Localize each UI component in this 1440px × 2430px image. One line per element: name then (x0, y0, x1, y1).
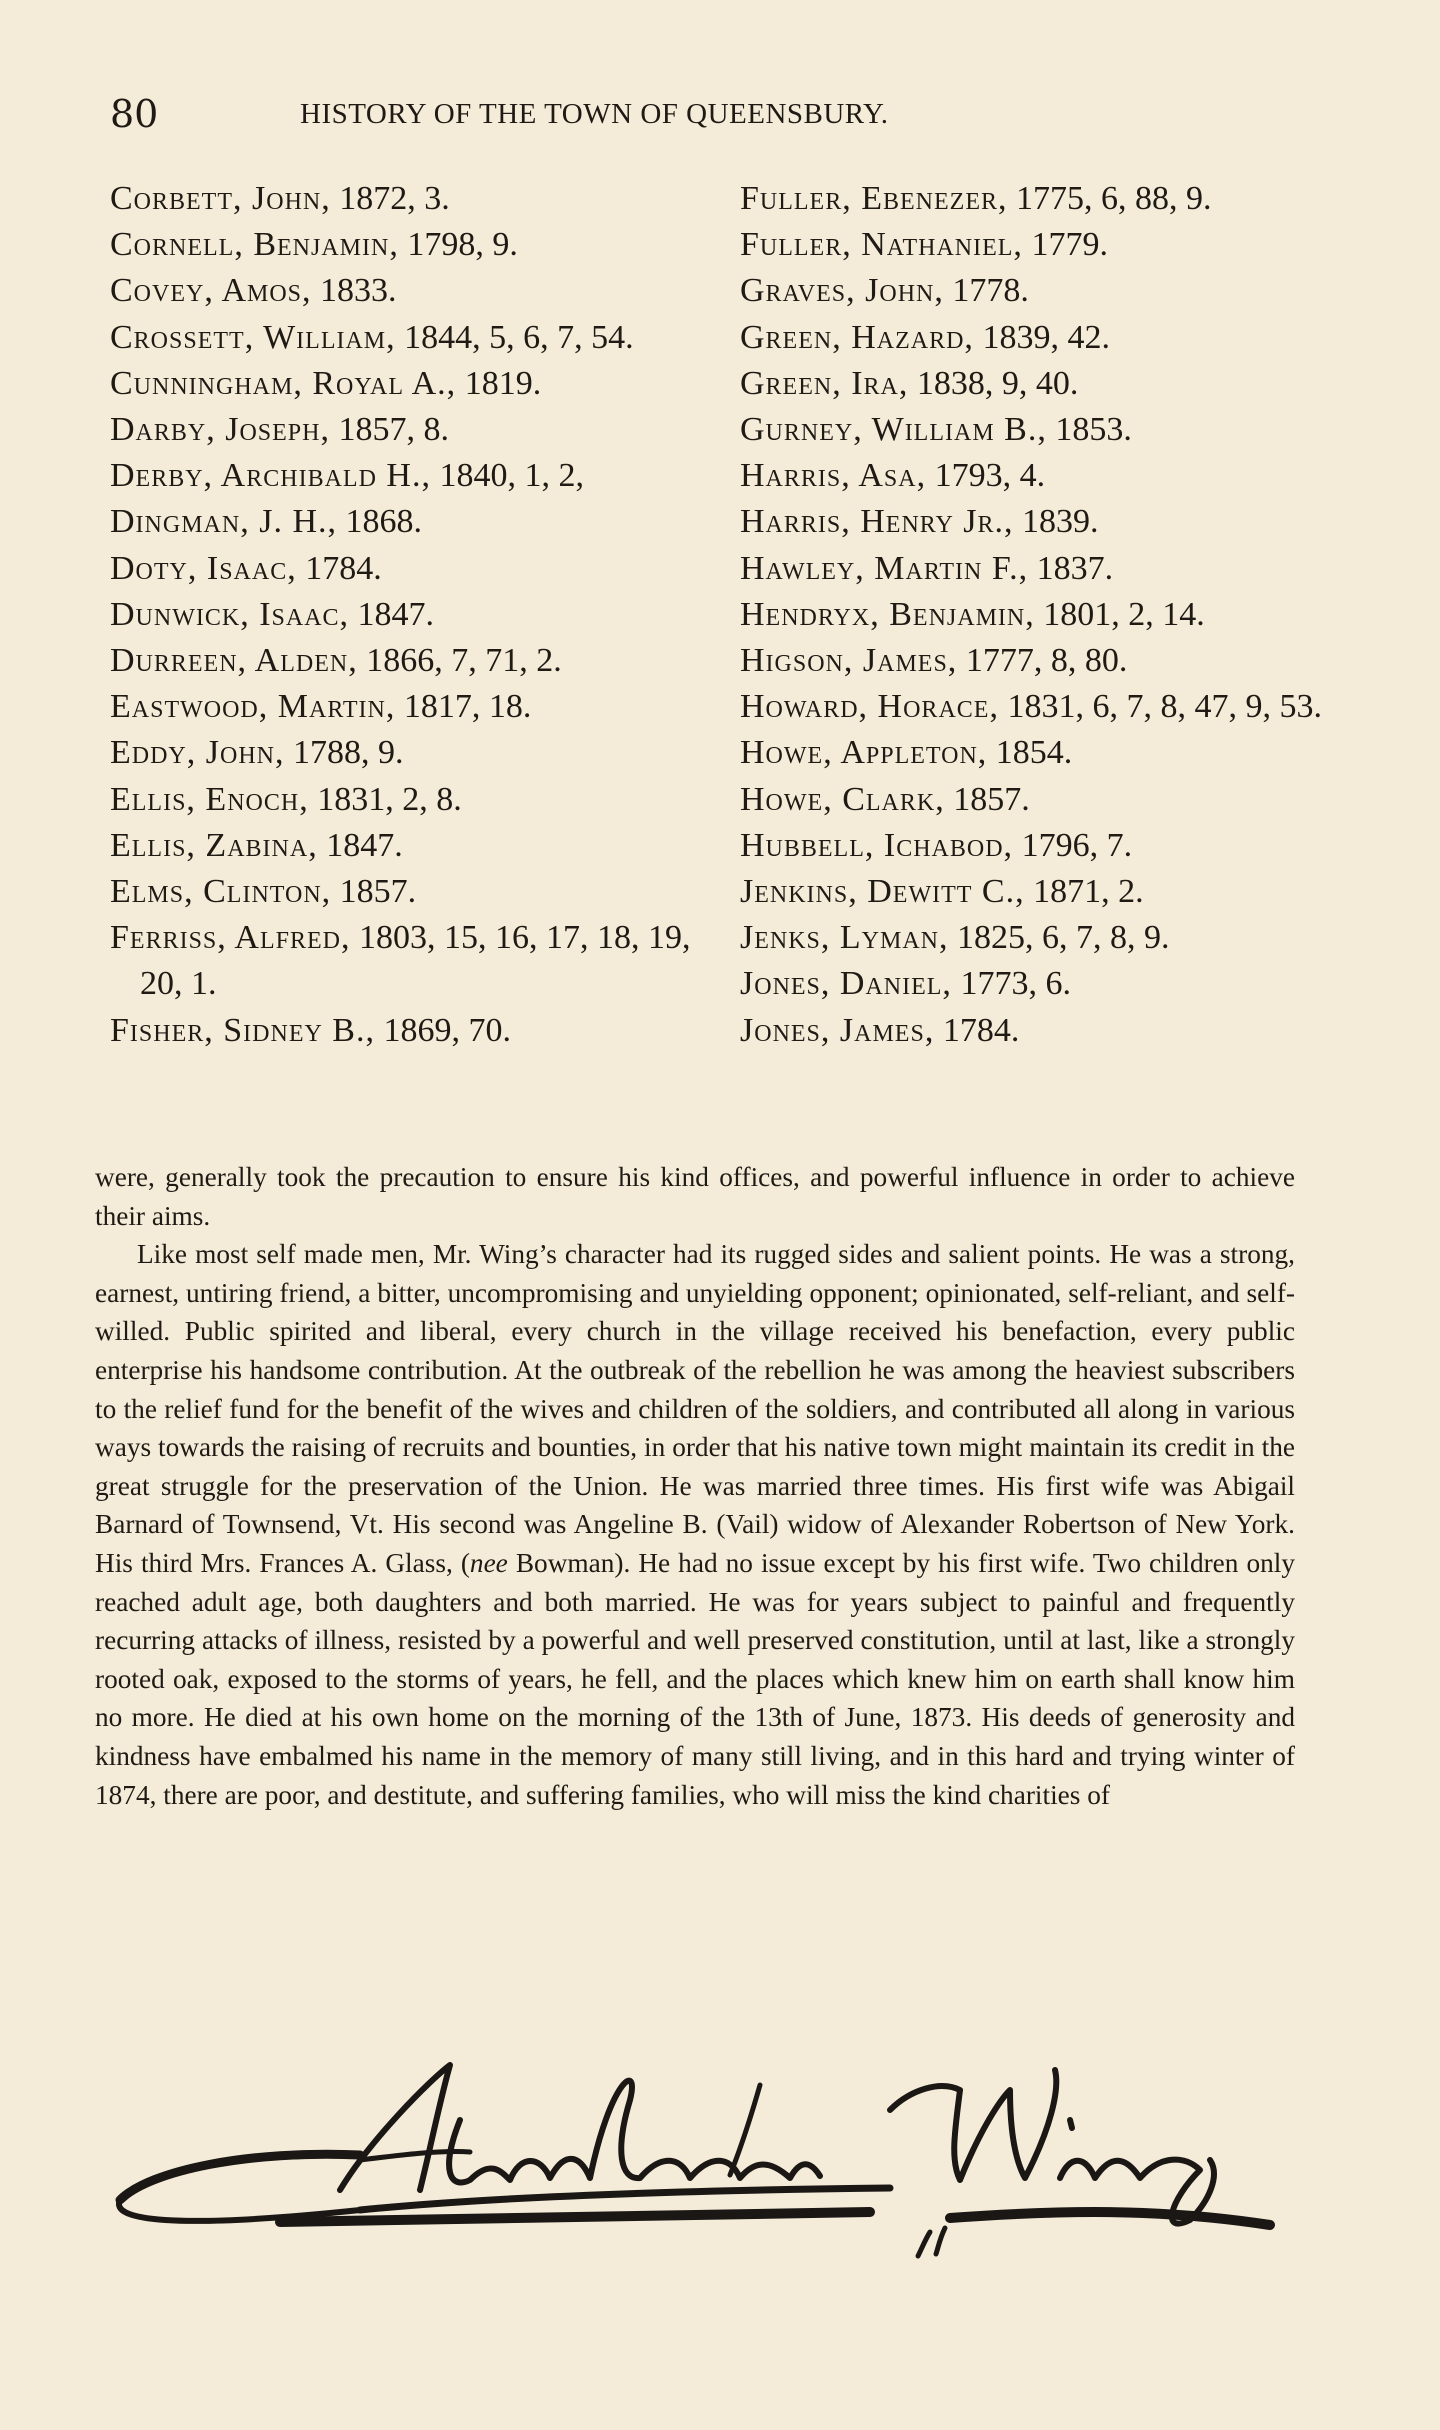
signature-underline-stroke (360, 2188, 890, 2210)
index-entry-years: 1801, 2, 14. (1034, 595, 1205, 633)
index-entry (110, 823, 720, 869)
index-entry-name: Howe, Appleton, (740, 734, 988, 772)
index-entry-name: Jones, Daniel, (740, 965, 952, 1003)
index-entry-name: Fuller, Ebenezer, (740, 180, 1008, 217)
index-entry-name: Ferriss, Alfred, (110, 919, 351, 957)
index-entry-name: Crossett, William, (110, 318, 396, 356)
index-entry-years: 1857, 8. (329, 411, 449, 449)
index-entry-years: 1871, 2. (1024, 873, 1144, 911)
running-title: HISTORY OF THE TOWN OF QUEENSBURY. (300, 98, 889, 130)
index-entry (110, 499, 720, 545)
index-entry (110, 176, 720, 222)
index-entry-name: Darby, Joseph, (110, 411, 330, 449)
index-entry-years: 1796, 7. (1013, 826, 1133, 864)
index-entry-name: Covey, Amos, (110, 272, 312, 310)
index-entry-name: Corbett, John, (110, 180, 331, 217)
index-entry-years: 1840, 1, 2, (430, 457, 584, 495)
index-entry (110, 407, 720, 453)
index-entry (740, 268, 1340, 314)
index-entry-name: Hendryx, Benjamin, (740, 595, 1035, 633)
index-entry-years: 1831, 6, 7, 8, 47, 9, 53. (998, 688, 1322, 726)
signature-mark-stroke (936, 2228, 945, 2254)
index-entry-years: 1817, 18. (395, 688, 532, 726)
index-entry (110, 453, 720, 499)
biography-text (95, 1158, 1295, 1814)
index-entry-years: 1833. (311, 272, 397, 310)
index-entry (110, 915, 720, 1007)
signature-mark-stroke (918, 2232, 930, 2256)
index-entry-years: 1775, 6, 88, 9. (1007, 180, 1212, 217)
index-entry-years: 1793, 4. (926, 457, 1046, 495)
page-number: 80 (110, 92, 159, 136)
index-entry (110, 869, 720, 915)
index-entry-name: Hubbell, Ichabod, (740, 826, 1014, 864)
index-entry-name: Fuller, Nathaniel, (740, 226, 1023, 264)
index-entry-years: 1778. (943, 272, 1029, 310)
index-entry (110, 361, 720, 407)
index-entry-name: Howard, Horace, (740, 688, 999, 726)
index-entry-years: 1773, 6. (951, 965, 1071, 1003)
index-entry-name: Dunwick, Isaac, (110, 595, 350, 633)
index-entry (110, 315, 720, 361)
index-entry (110, 777, 720, 823)
index-entry (110, 730, 720, 776)
index-entry (740, 453, 1340, 499)
index-entry (740, 1008, 1340, 1054)
index-column-left (110, 176, 720, 1054)
index-entry-name: Green, Hazard, (740, 318, 974, 356)
index-entry (110, 592, 720, 638)
index-entry (740, 499, 1340, 545)
index-entry-name: Dingman, J. H., (110, 503, 337, 541)
index-entry-name: Eddy, John, (110, 734, 285, 772)
index-entry-years: 1872, 3. (330, 180, 450, 217)
signature-letter-stroke (340, 2065, 450, 2190)
index-entry (740, 222, 1340, 268)
index-entry-years: 1847. (349, 595, 435, 633)
paragraph-text-part: Bowman). He had no issue except by his first wife. Two children only reached adult age, both daughters and both married. He was for years subject to painful and frequently recurring attacks of illness, resisted by a powerful and well preserved constitution, until at last, like a strongly rooted oak, exposed to the storms of years, he fell, and the places which knew him on earth shall know him no more. He died at his own home on the morning of the 13th of June, 1873. His deeds of generosity and kindness have embalmed his name in the memory of many still living, and in this hard and trying winter of 1874, there are poor, and destitute, and suffering families, who will miss the kind charities of (95, 1547, 1295, 1810)
index-entry (740, 407, 1340, 453)
name-index (110, 176, 1340, 1054)
index-entry-years: 1837. (1028, 549, 1114, 587)
index-entry (110, 546, 720, 592)
signature-letter-stroke (449, 2081, 820, 2183)
signature-underline-stroke (950, 2212, 1270, 2225)
index-entry-name: Harris, Asa, (740, 457, 927, 495)
index-entry-years: 1798, 9. (398, 226, 518, 264)
index-entry-name: Eastwood, Martin, (110, 688, 396, 726)
index-entry-name: Durreen, Alden, (110, 642, 358, 680)
index-entry (110, 222, 720, 268)
index-entry-years: 1869, 70. (374, 1011, 511, 1049)
index-entry (740, 638, 1340, 684)
paragraph-continuation: were, generally took the precaution to ensure his kind offices, and powerful influence in order to achieve their aims. (95, 1162, 1295, 1231)
index-entry (740, 361, 1340, 407)
index-column-right (740, 176, 1340, 1054)
index-entry-years: 1839. (1013, 503, 1099, 541)
page-header (110, 92, 1270, 142)
signature-letter-stroke (730, 2085, 760, 2175)
index-entry-years: 1779. (1022, 226, 1108, 264)
index-entry-years: 1839, 42. (973, 318, 1110, 356)
index-entry-years: 1803, 15, 16, 17, 18, 19, 20, 1. (140, 919, 691, 1003)
index-entry-name: Green, Ira, (740, 364, 909, 402)
index-entry-years: 1857. (944, 780, 1030, 818)
index-entry-name: Jenks, Lyman, (740, 919, 949, 957)
index-entry (740, 592, 1340, 638)
index-entry-years: 1844, 5, 6, 7, 54. (395, 318, 634, 356)
index-entry-name: Hawley, Martin F., (740, 549, 1029, 587)
index-entry-name: Doty, Isaac, (110, 549, 297, 587)
index-entry (740, 315, 1340, 361)
signature-underline-stroke (280, 2212, 870, 2222)
index-entry-years: 1788, 9. (284, 734, 404, 772)
index-entry-years: 1825, 6, 7, 8, 9. (948, 919, 1170, 957)
signature-letter-stroke (890, 2070, 1056, 2180)
index-entry (740, 777, 1340, 823)
index-entry-years: 1857. (331, 873, 417, 911)
index-entry-name: Jenkins, Dewitt C., (740, 873, 1025, 911)
index-entry-years: 1819. (456, 364, 542, 402)
index-entry-name: Ellis, Zabina, (110, 826, 318, 864)
index-entry-years: 1838, 9, 40. (908, 364, 1079, 402)
index-entry (740, 915, 1340, 961)
index-entry-years: 1777, 8, 80. (957, 642, 1128, 680)
index-entry-years: 1853. (1046, 411, 1132, 449)
signature-abraham-wing (110, 2060, 1290, 2280)
index-entry-name: Derby, Archibald H., (110, 457, 431, 495)
index-entry-years: 1847. (317, 826, 403, 864)
index-entry-name: Jones, James, (740, 1011, 935, 1049)
paragraph-character (95, 1235, 1295, 1814)
index-entry-years: 1831, 2, 8. (308, 780, 462, 818)
index-entry (740, 684, 1340, 730)
index-entry-years: 1868. (337, 503, 422, 541)
italic-nee: nee (469, 1547, 508, 1578)
index-entry (740, 961, 1340, 1007)
index-entry (110, 1008, 720, 1054)
index-entry (110, 684, 720, 730)
index-entry-name: Ellis, Enoch, (110, 780, 309, 818)
index-entry-name: Howe, Clark, (740, 780, 945, 818)
index-entry-name: Gurney, William B., (740, 411, 1047, 449)
index-entry-name: Graves, John, (740, 272, 944, 310)
index-entry-name: Elms, Clinton, (110, 873, 332, 911)
index-entry-name: Fisher, Sidney B., (110, 1011, 375, 1049)
handwritten-signature (110, 2060, 1290, 2280)
signature-swash-stroke (120, 2154, 360, 2200)
index-entry-name: Higson, James, (740, 642, 958, 680)
index-entry-name: Harris, Henry Jr., (740, 503, 1014, 541)
index-entry-years: 1784. (934, 1011, 1020, 1049)
index-entry (740, 176, 1340, 222)
index-entry-years: 1784. (296, 549, 382, 587)
index-entry-name: Cornell, Benjamin, (110, 226, 399, 264)
index-entry (740, 869, 1340, 915)
index-entry (110, 268, 720, 314)
signature-dot-stroke (1070, 2120, 1072, 2128)
signature-letter-stroke (360, 2152, 470, 2160)
index-entry-name: Cunningham, Royal A., (110, 364, 457, 402)
index-entry (740, 546, 1340, 592)
index-entry (740, 823, 1340, 869)
paragraph-text-part: Like most self made men, Mr. Wing’s character had its rugged sides and salient points. He was a strong, earnest, untiring friend, a bitter, uncompromising and unyielding opponent; opinionated, self-reliant, and self-willed. Public spirited and liberal, every church in the village received his benefaction, every public enterprise his handsome contribution. At the outbreak of the rebellion he was among the heaviest subscribers to the relief fund for the benefit of the wives and children of the soldiers, and contributed all along in various ways towards the raising of recruits and bounties, in order that his native town might maintain its credit in the great struggle for the preservation of the Union. He was married three times. His first wife was Abigail Barnard of Townsend, Vt. His second was Angeline B. (Vail) widow of Alexander Robertson of New York. His third Mrs. Frances A. Glass, ( (95, 1239, 1295, 1578)
index-entry-years: 1866, 7, 71, 2. (357, 642, 562, 680)
index-entry (110, 638, 720, 684)
index-entry-years: 1854. (987, 734, 1073, 772)
index-entry (740, 730, 1340, 776)
